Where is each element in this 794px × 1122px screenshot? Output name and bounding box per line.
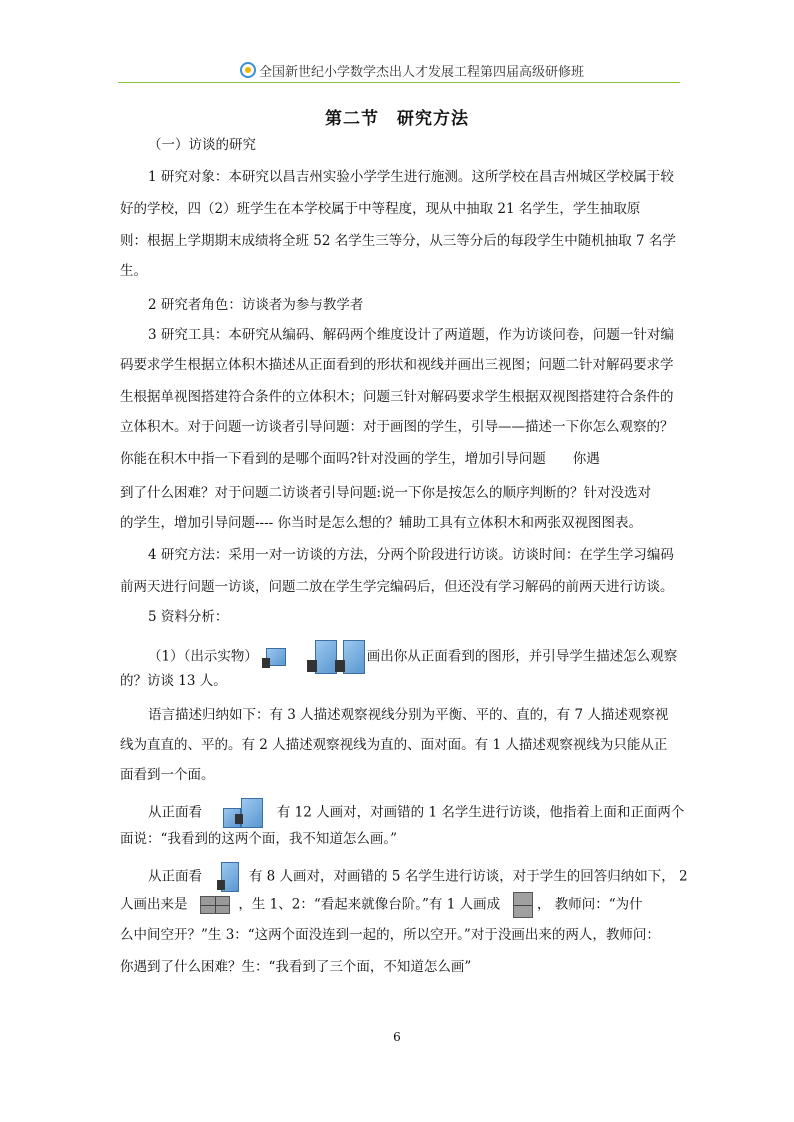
header-text: 全国新世纪小学数学杰出人才发展工程第四届高级研修班 xyxy=(259,64,585,80)
para-line: 3 研究工具：本研究从编码、解码两个维度设计了两道题，作为访谈问卷，问题一针对编 xyxy=(148,327,674,343)
para-line: 你能在积木中指一下看到的是哪个面吗?针对没画的学生，增加引导问题 你遇 xyxy=(120,451,600,467)
para-line: 的？访谈 13 人。 xyxy=(120,673,227,689)
figure-caption-prefix: 人画出来是 xyxy=(120,896,188,913)
figure-caption-suffix: 画出你从正面看到的图形，并引导学生描述怎么观察 xyxy=(366,648,678,665)
block-figure xyxy=(219,798,267,828)
figure-caption-prefix: 从正面看 xyxy=(148,868,202,885)
logo-icon xyxy=(240,62,256,78)
para-line-with-figures xyxy=(148,862,688,892)
block-figure xyxy=(262,646,288,668)
para-line: 么中间空开？”生 3：“这两个面没连到一起的，所以空开。”对于没画出来的两人，教师问： xyxy=(120,927,660,943)
header-rule xyxy=(118,82,680,83)
page-number: 6 xyxy=(393,1030,401,1044)
para-line: 面说：“我看到的这两个面，我不知道怎么画。” xyxy=(120,831,398,847)
para-line: 的学生，增加引导问题---- 你当时是怎么想的？辅助工具有立体积木和两张双视图图表。 xyxy=(120,515,643,531)
para-line: 4 研究方法：采用一对一访谈的方法，分两个阶段进行访谈。访谈时间：在学生学习编码 xyxy=(148,547,674,563)
block-figure xyxy=(217,862,241,892)
stacked-squares-figure xyxy=(513,892,533,918)
para-line: 好的学校，四（2）班学生在本学校属于中等程度，现从中抽取 21 名学生，学生抽取原 xyxy=(120,201,641,217)
para-line: 5 资料分析： xyxy=(148,609,229,625)
para-line: 语言描述归纳如下：有 3 人描述观察视线分别为平衡、平的、直的，有 7 人描述观察视 xyxy=(148,707,669,723)
para-line-with-figures xyxy=(120,892,643,918)
para-line-with-figures xyxy=(148,640,677,674)
para-line: 到了什么困难？对于问题二访谈者引导问题:说一下你是按怎么的顺序判断的？针对没选对 xyxy=(120,485,652,501)
figure-caption-suffix: 有 12 人画对，对画错的 1 名学生进行访谈，他指着上面和正面两个 xyxy=(276,804,685,821)
para-line: 生根据单视图搭建符合条件的立体积木；问题三针对解码要求学生根据双视图搭建符合条件的 xyxy=(120,389,674,405)
figure-caption-prefix: （1）（出示实物） xyxy=(148,648,258,665)
para-line: 则：根据上学期期末成绩将全班 52 名学生三等分，从三等分后的每段学生中随机抽取 7 名学 xyxy=(120,233,676,249)
para-line: 1 研究对象：本研究以昌吉州实验小学学生进行施测。这所学校在昌吉州城区学校属于较 xyxy=(148,169,674,185)
two-by-two-grid-figure xyxy=(200,896,230,914)
page-header xyxy=(240,60,700,80)
para-line: 2 研究者角色：访谈者为参与教学者 xyxy=(148,297,364,313)
para-line: 线为直直的、平的。有 2 人描述观察视线为直的、面对面。有 1 人描述观察视线为只能从正 xyxy=(120,737,668,753)
para-line: 前两天进行问题一访谈，问题二放在学生学完编码后，但还没有学习解码的前两天进行访谈。 xyxy=(120,579,674,595)
subtitle: （一）访谈的研究 xyxy=(148,137,256,153)
para-line: 面看到一个面。 xyxy=(120,767,215,783)
para-line: 立体积木。对于问题一访谈者引导问题：对于画图的学生，引导——描述一下你怎么观察的？ xyxy=(120,419,674,435)
para-line: 码要求学生根据立体积木描述从正面看到的形状和视线并画出三视图；问题二针对解码要求学 xyxy=(120,357,674,373)
figure-caption-middle: ，生 1、2：“看起来就像台阶。”有 1 人画成 xyxy=(238,896,501,913)
figure-caption-suffix: ， 教师问：“为什 xyxy=(536,896,643,913)
section-title: 第二节 研究方法 xyxy=(325,109,469,129)
figure-caption-suffix: 有 8 人画对，对画错的 5 名学生进行访谈，对于学生的回答归纳如下， 2 xyxy=(248,868,688,885)
para-line: 生。 xyxy=(120,263,147,279)
para-line: 你遇到了什么困难？生：“我看到了三个面，不知道怎么画” xyxy=(120,959,472,975)
block-figure xyxy=(307,640,367,674)
para-line-with-figures xyxy=(148,798,684,828)
figure-caption-prefix: 从正面看 xyxy=(148,804,202,821)
